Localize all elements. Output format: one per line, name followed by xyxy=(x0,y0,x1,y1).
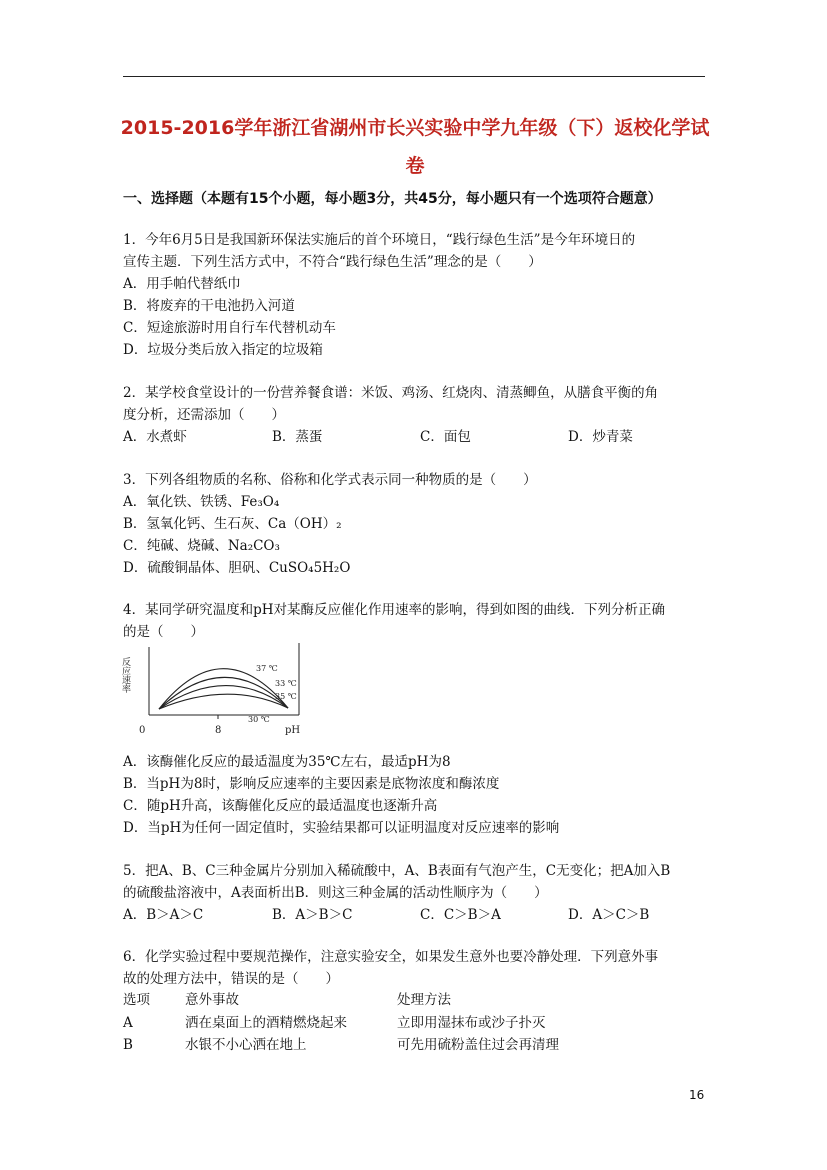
q5-stem-cont: 的硫酸盐溶液中，A表面析出B．则这三种金属的活动性顺序为（ ） xyxy=(123,885,548,901)
q3-stem: 3．下列各组物质的名称、俗称和化学式表示同一种物质的是（ ） xyxy=(123,472,537,488)
q2-option-c: C．面包 xyxy=(420,429,471,445)
q2-option-d: D．炒青菜 xyxy=(568,429,633,445)
q6-row-a-option: A xyxy=(123,1015,133,1031)
q4-option-a: A．该酶催化反应的最适温度为35℃左右，最适pH为8 xyxy=(123,754,451,770)
q5-option-a: A．B＞A＞C xyxy=(123,907,204,923)
y-axis-label: 反应速率 xyxy=(120,657,130,693)
q6-header-option: 选项 xyxy=(123,992,150,1008)
q5-option-c: C．C＞B＞A xyxy=(420,907,501,923)
curve-label-0: 37 ℃ xyxy=(256,664,278,673)
curves-group xyxy=(159,669,288,709)
curve-label-3: 30 ℃ xyxy=(248,715,270,724)
curve-label-1: 33 ℃ xyxy=(275,679,297,688)
q6-stem-cont: 故的处理方法中，错误的是（ ） xyxy=(123,971,339,987)
q4-stem: 4．某同学研究温度和pH对某酶反应催化作用速率的影响，得到如图的曲线．下列分析正确 xyxy=(123,602,666,618)
q6-stem: 6．化学实验过程中要规范操作，注意实验安全，如果发生意外也要冷静处理．下列意外事 xyxy=(123,949,659,965)
q1-stem-cont: 宣传主题．下列生活方式中，不符合“践行绿色生活”理念的是（ ） xyxy=(123,254,542,270)
q3-option-a: A．氧化铁、铁锈、Fe₃O₄ xyxy=(123,494,280,510)
q1-option-b: B．将废弃的干电池扔入河道 xyxy=(123,298,295,314)
q5-stem: 5．把A、B、C三种金属片分别加入稀硫酸中，A、B表面有气泡产生，C无变化；把A加入B xyxy=(123,863,671,879)
q6-row-b-option: B xyxy=(123,1037,133,1053)
section-heading: 一、选择题（本题有15个小题，每小题3分，共45分，每小题只有一个选项符合题意） xyxy=(123,191,662,207)
q3-option-d: D．硫酸铜晶体、胆矾、CuSO₄5H₂O xyxy=(123,560,351,576)
q2-option-a: A．水煮虾 xyxy=(123,429,187,445)
q3-option-b: B．氢氧化钙、生石灰、Ca（OH）₂ xyxy=(123,516,342,532)
q6-row-a-accident: 洒在桌面上的酒精燃烧起来 xyxy=(185,1015,347,1031)
q1-option-c: C．短途旅游时用自行车代替机动车 xyxy=(123,320,336,336)
x-tick-label-8: 8 xyxy=(215,725,222,736)
q1-option-d: D．垃圾分类后放入指定的垃圾箱 xyxy=(123,342,323,358)
q4-option-d: D．当pH为任何一固定值时，实验结果都可以证明温度对反应速率的影响 xyxy=(123,820,560,836)
curve-label-2: 35 ℃ xyxy=(275,692,297,701)
curve-0 xyxy=(159,669,288,709)
q4-stem-cont: 的是（ ） xyxy=(123,624,204,640)
q6-header-method: 处理方法 xyxy=(397,992,451,1008)
q6-row-b-accident: 水银不小心洒在地上 xyxy=(185,1037,307,1053)
curve-1 xyxy=(159,677,288,709)
q4-option-b: B．当pH为8时，影响反应速率的主要因素是底物浓度和酶浓度 xyxy=(123,776,500,792)
q2-stem: 2．某学校食堂设计的一份营养餐食谱：米饭、鸡汤、红烧肉、清蒸鲫鱼，从膳食平衡的角 xyxy=(123,385,659,401)
x-axis-label: pH xyxy=(285,725,301,736)
x-tick-label-0: 0 xyxy=(139,725,146,736)
q5-option-d: D．A＞C＞B xyxy=(568,907,650,923)
page-number: 16 xyxy=(689,1088,705,1102)
q1-stem: 1．今年6月5日是我国新环保法实施后的首个环境日，“践行绿色生活”是今年环境日的 xyxy=(123,232,636,248)
q2-option-b: B．蒸蛋 xyxy=(272,429,323,445)
q3-option-c: C．纯碱、烧碱、Na₂CO₃ xyxy=(123,538,280,554)
header-rule xyxy=(123,76,705,77)
page-title-cont: 卷 xyxy=(405,155,425,177)
q2-stem-cont: 度分析，还需添加（ ） xyxy=(123,407,285,423)
q6-header-accident: 意外事故 xyxy=(185,992,239,1008)
page-title: 2015-2016学年浙江省湖州市长兴实验中学九年级（下）返校化学试 xyxy=(120,117,710,139)
q5-option-b: B．A＞B＞C xyxy=(272,907,353,923)
q6-row-a-method: 立即用湿抹布或沙子扑灭 xyxy=(397,1015,546,1031)
enzyme-rate-chart xyxy=(120,641,305,741)
q4-option-c: C．随pH升高，该酶催化反应的最适温度也逐渐升高 xyxy=(123,798,438,814)
q6-row-b-method: 可先用硫粉盖住过会再清理 xyxy=(397,1037,559,1053)
q1-option-a: A．用手帕代替纸巾 xyxy=(123,276,241,292)
